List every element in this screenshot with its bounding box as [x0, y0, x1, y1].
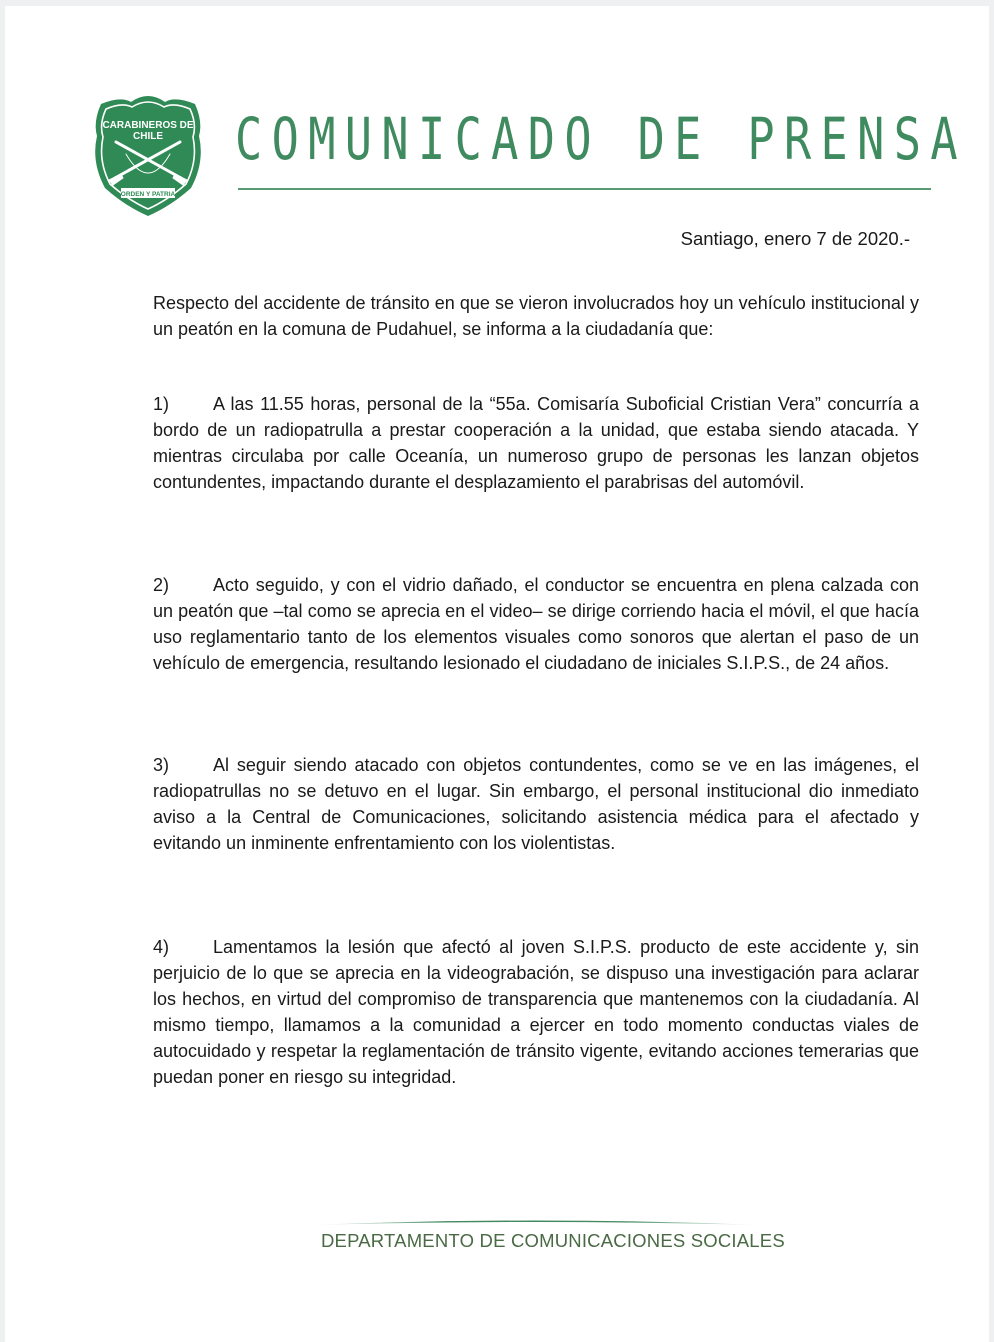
badge-line2: CHILE: [133, 131, 163, 142]
point-number: 3): [153, 755, 170, 775]
footer-department: DEPARTAMENTO DE COMUNICACIONES SOCIALES: [321, 1230, 785, 1251]
point-text: Lamentamos la lesión que afectó al joven S.I.P.S. producto de este accidente y, sin perjuicio de lo que se aprecia en la videograbación, se dispuso una investigación para aclarar los hechos, en virtud del compromiso de transparencia que mantenemos con la ciudadanía. Al mismo tiempo, llamamos a la comunidad a ejercer en todo momento conductas viales de autocuidado y respetar la reglamentación de tránsito vigente, evitando acciones temerarias que puedan poner en riesgo su integridad.: [153, 937, 919, 1087]
badge-motto: ORDEN Y PATRIA: [120, 191, 176, 198]
point-number: 1): [153, 394, 170, 414]
document-date: Santiago, enero 7 de 2020.-: [680, 228, 910, 249]
point-number: 2): [153, 575, 170, 595]
point-1: [153, 391, 919, 495]
page-title: COMUNICADO DE PRENSA: [235, 105, 967, 173]
intro-paragraph: [153, 290, 919, 342]
point-text: A las 11.55 horas, personal de la “55a. Comisaría Suboficial Cristian Vera” concurría a bordo de un radiopatrulla a prestar cooperación a la unidad, que estaba siendo atacada. Y mientras circulaba por calle Oceanía, un numeroso grupo de personas les lanzan objetos contundentes, impactando durante el desplazamiento el parabrisas del automóvil.: [153, 394, 919, 492]
footer-divider: [310, 1218, 760, 1226]
point-text: Acto seguido, y con el vidrio dañado, el conductor se encuentra en plena calzada con un peatón que –tal como se aprecia en el video– se dirige corriendo hacia el móvil, el que hacía uso reglamentario tanto de los elementos visuales como sonoros que alertan el paso de un vehículo de emergencia, resultando lesionado el ciudadano de iniciales S.I.P.S., de 24 años.: [153, 575, 919, 673]
point-2: [153, 572, 919, 676]
point-text: Al seguir siendo atacado con objetos contundentes, como se ve en las imágenes, el radiopatrullas no se detuvo en el lugar. Sin embargo, el personal institucional dio inmediato aviso a la Central de Comunicaciones, solicitando asistencia médica para el afectado y evitando un inminente enfrentamiento con los violentistas.: [153, 755, 919, 853]
point-3: [153, 752, 919, 856]
title-divider: [238, 188, 931, 190]
document-page: [5, 6, 989, 1342]
badge-line1: CARABINEROS DE: [102, 120, 194, 131]
point-number: 4): [153, 937, 170, 957]
carabineros-badge-icon: [91, 92, 205, 218]
point-4: [153, 934, 919, 1090]
intro-text: Respecto del accidente de tránsito en que se vieron involucrados hoy un vehículo institucional y un peatón en la comuna de Pudahuel, se informa a la ciudadanía que:: [153, 293, 919, 339]
